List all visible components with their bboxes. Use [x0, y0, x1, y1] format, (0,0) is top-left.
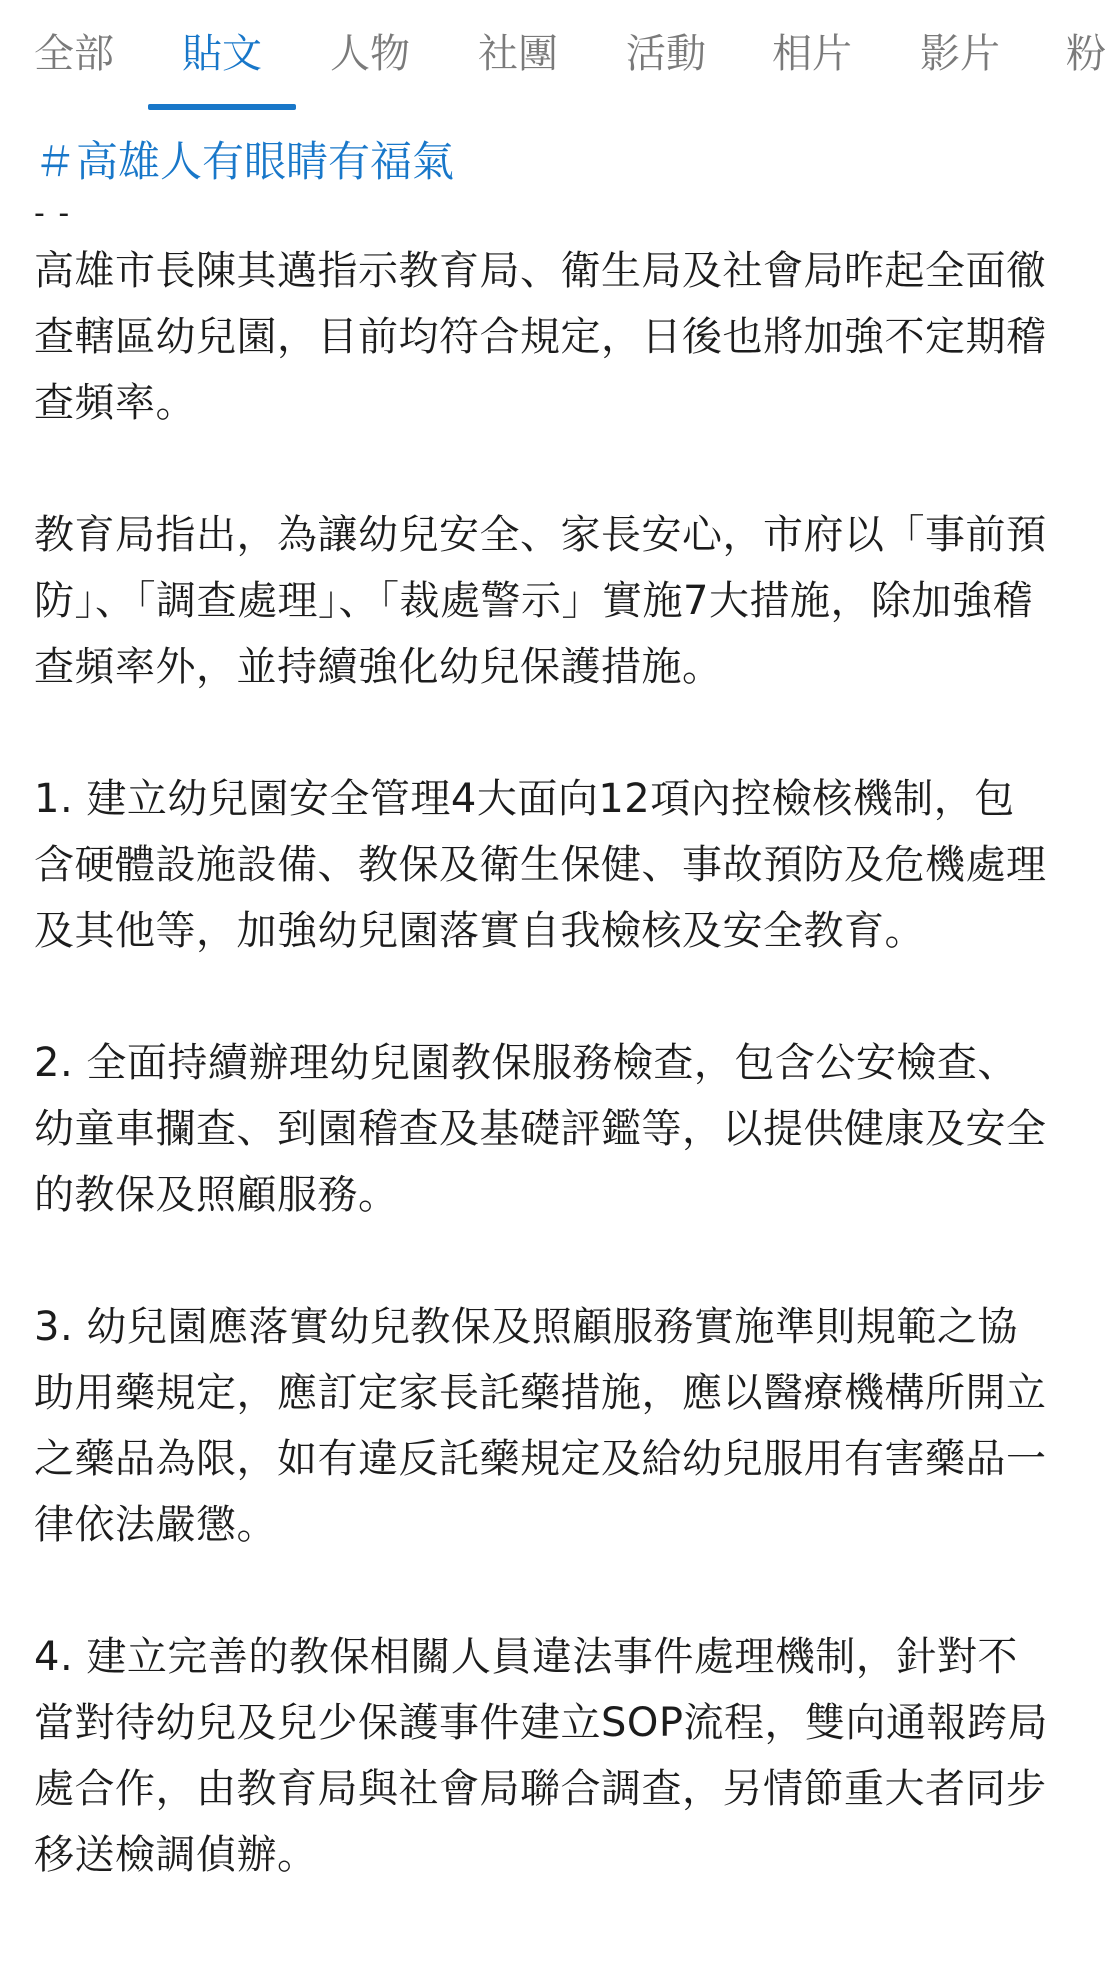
active-tab-indicator	[148, 104, 296, 110]
post-paragraph-item-2: 2. 全面持續辦理幼兒園教保服務檢查，包含公安檢查、幼童車攔查、到園稽查及基礎評鑑等，以提供健康及安全的教保及照顧服務。	[34, 1040, 1047, 1218]
hashtag-link[interactable]: ＃高雄人有眼睛有福氣	[34, 137, 455, 186]
tab-groups[interactable]: 社團	[478, 31, 558, 77]
post-paragraph-item-3: 3. 幼兒園應落實幼兒教保及照顧服務實施準則規範之協助用藥規定，應訂定家長託藥措施，應以醫療機構所開立之藥品為限，如有違反託藥規定及給幼兒服用有害藥品一律依法嚴懲。	[34, 1304, 1047, 1548]
post-body	[34, 130, 1054, 1954]
tab-all[interactable]: 全部	[34, 31, 114, 77]
tab-people[interactable]: 人物	[330, 31, 410, 77]
tab-events[interactable]: 活動	[626, 31, 706, 77]
post-paragraph-item-1: 1. 建立幼兒園安全管理4大面向12項內控檢核機制，包含硬體設施設備、教保及衛生保健、事故預防及危機處理及其他等，加強幼兒園落實自我檢核及安全教育。	[34, 776, 1047, 954]
tab-videos[interactable]: 影片	[920, 31, 1000, 77]
search-filter-tabs	[0, 0, 1106, 110]
tab-pages-partial[interactable]: 粉	[1066, 31, 1106, 77]
text-separator: - -	[34, 196, 72, 231]
post-paragraph-intro: 高雄市長陳其邁指示教育局、衛生局及社會局昨起全面徹查轄區幼兒園，目前均符合規定，日後也將加強不定期稽查頻率。	[34, 248, 1047, 426]
tab-posts[interactable]: 貼文	[182, 31, 262, 77]
post-paragraph-measures: 教育局指出，為讓幼兒安全、家長安心，市府以「事前預防」、「調查處理」、「裁處警示」實施7大措施，除加強稽查頻率外，並持續強化幼兒保護措施。	[34, 512, 1047, 690]
tab-photos[interactable]: 相片	[772, 31, 852, 77]
post-paragraph-item-4: 4. 建立完善的教保相關人員違法事件處理機制，針對不當對待幼兒及兒少保護事件建立SOP流程，雙向通報跨局處合作，由教育局與社會局聯合調查，另情節重大者同步移送檢調偵辦。	[34, 1634, 1048, 1878]
